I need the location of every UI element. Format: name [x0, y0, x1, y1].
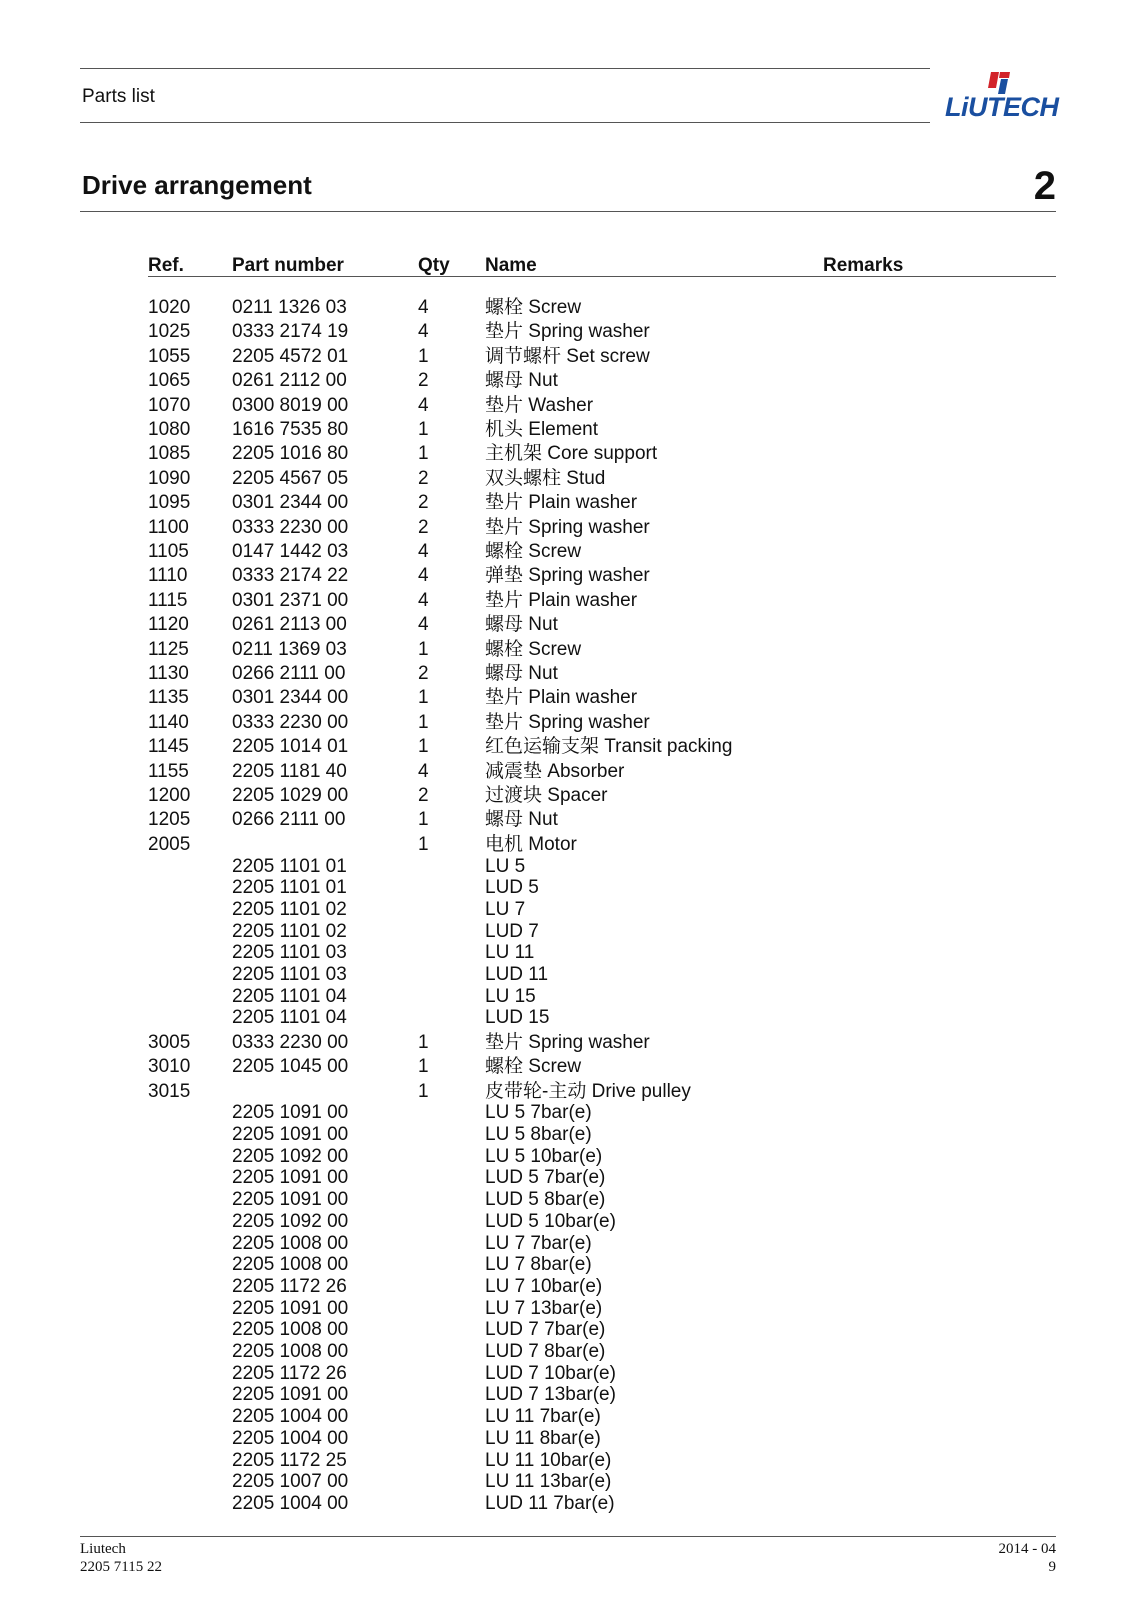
cell-name: LUD 7 10bar(e) [485, 1362, 616, 1384]
cell-part: 0333 2174 22 [232, 565, 349, 587]
cell-ref: 1135 [148, 687, 189, 709]
cell-qty: 4 [418, 297, 429, 318]
cell-part: 0301 2344 00 [232, 687, 349, 709]
cell-part: 2205 1091 00 [232, 1124, 349, 1145]
cell-name: LU 5 [485, 855, 526, 877]
cell-part: 0266 2111 00 [232, 663, 346, 684]
cell-name: LUD 5 [485, 877, 539, 899]
cell-part: 0301 2344 00 [232, 492, 349, 514]
cell-name: LUD 7 13bar(e) [485, 1384, 616, 1406]
cell-ref: 1125 [148, 638, 189, 660]
cell-part: 2205 4572 01 [232, 345, 349, 367]
cell-name: 螺栓 Screw [485, 541, 582, 562]
cell-part: 2205 1172 26 [232, 1275, 347, 1297]
cell-part: 0300 8019 00 [232, 394, 349, 416]
cell-qty: 1 [418, 1080, 429, 1102]
cell-name: 螺栓 Screw [485, 1056, 582, 1078]
cell-name: 垫片 Plain washer [485, 687, 638, 709]
cell-part: 2205 1091 00 [232, 1102, 349, 1124]
cell-name: 螺母 Nut [485, 614, 558, 636]
cell-part: 2205 1101 04 [232, 985, 347, 1007]
cell-qty: 2 [418, 785, 429, 806]
cell-ref: 3015 [148, 1080, 191, 1102]
cell-qty: 1 [418, 443, 429, 465]
cell-name: LUD 7 8bar(e) [485, 1341, 606, 1362]
cell-ref: 1155 [148, 760, 189, 782]
cell-qty: 4 [418, 565, 429, 587]
cell-ref: 1120 [148, 614, 189, 636]
cell-ref: 1105 [148, 541, 189, 562]
cell-ref: 2005 [148, 833, 191, 855]
cell-ref: 3010 [148, 1056, 191, 1078]
cell-ref: 1085 [148, 443, 191, 465]
cell-ref: 1205 [148, 809, 191, 831]
cell-part: 2205 1045 00 [232, 1056, 349, 1078]
cell-name: LUD 7 [485, 920, 539, 942]
cell-part: 2205 1091 00 [232, 1384, 349, 1406]
cell-name: LU 7 10bar(e) [485, 1275, 603, 1297]
cell-part: 2205 1101 03 [232, 942, 347, 964]
cell-name: LU 11 7bar(e) [485, 1406, 601, 1428]
cell-part: 2205 1101 03 [232, 964, 347, 985]
column-header-remarks: Remarks [823, 255, 904, 276]
cell-part: 2205 1007 00 [232, 1471, 349, 1493]
cell-part: 0333 2230 00 [232, 516, 349, 538]
footer-page-number: 9 [1048, 1559, 1056, 1575]
cell-name: LU 11 [485, 942, 535, 964]
cell-name: 垫片 Spring washer [485, 1031, 650, 1053]
cell-part: 2205 1004 00 [232, 1492, 349, 1514]
cell-name: LU 5 10bar(e) [485, 1145, 603, 1167]
column-header-name: Name [485, 255, 537, 276]
section-number: 2 [1033, 164, 1056, 208]
cell-ref: 1100 [148, 516, 189, 538]
cell-qty: 1 [418, 1056, 429, 1078]
cell-qty: 4 [418, 589, 429, 611]
cell-ref: 1025 [148, 321, 191, 343]
cell-qty: 4 [418, 394, 429, 416]
cell-name: 垫片 Washer [485, 394, 594, 416]
cell-name: 调节螺杆 Set screw [485, 345, 650, 367]
cell-part: 2205 1008 00 [232, 1232, 349, 1254]
cell-qty: 1 [418, 419, 429, 440]
cell-ref: 1080 [148, 419, 191, 440]
cell-ref: 3005 [148, 1031, 191, 1053]
cell-part: 2205 1004 00 [232, 1427, 349, 1449]
cell-name: LUD 11 [485, 964, 549, 985]
cell-part: 2205 1029 00 [232, 785, 349, 806]
cell-qty: 1 [418, 809, 429, 831]
cell-name: 垫片 Plain washer [485, 589, 638, 611]
cell-name: 螺母 Nut [485, 809, 558, 831]
cell-name: LUD 5 10bar(e) [485, 1210, 616, 1232]
cell-name: LU 7 7bar(e) [485, 1232, 592, 1254]
cell-ref: 1070 [148, 394, 191, 416]
section-title: Drive arrangement [82, 170, 312, 200]
column-header-ref: Ref. [148, 255, 184, 276]
cell-part: 0266 2111 00 [232, 809, 346, 831]
cell-part: 0333 2230 00 [232, 1031, 349, 1053]
document-type-label: Parts list [82, 86, 155, 107]
cell-name: 主机架 Core support [485, 443, 658, 465]
cell-name: 机头 Element [485, 419, 598, 440]
cell-part: 2205 1092 00 [232, 1210, 349, 1232]
column-header-part-number: Part number [232, 255, 344, 276]
cell-part: 2205 1101 01 [232, 855, 347, 877]
cell-qty: 4 [418, 541, 429, 562]
footer-doc-number: 2205 7115 22 [80, 1559, 162, 1575]
cell-part: 2205 4567 05 [232, 467, 349, 489]
cell-part: 2205 1091 00 [232, 1297, 349, 1319]
cell-ref: 1055 [148, 345, 191, 367]
cell-ref: 1200 [148, 785, 191, 806]
cell-part: 1616 7535 80 [232, 419, 349, 440]
cell-qty: 4 [418, 614, 429, 636]
cell-part: 2205 1008 00 [232, 1254, 349, 1276]
cell-part: 0333 2230 00 [232, 711, 349, 733]
cell-name: LU 11 10bar(e) [485, 1449, 612, 1471]
cell-qty: 1 [418, 687, 429, 709]
cell-ref: 1090 [148, 467, 191, 489]
cell-name: 电机 Motor [485, 833, 577, 855]
cell-part: 0333 2174 19 [232, 321, 349, 343]
cell-qty: 4 [418, 760, 429, 782]
cell-name: 垫片 Spring washer [485, 711, 650, 733]
cell-ref: 1140 [148, 711, 189, 733]
footer-rule [80, 1536, 1056, 1537]
cell-name: 减震垫 Absorber [485, 760, 625, 782]
cell-part: 2205 1091 00 [232, 1189, 349, 1211]
cell-name: 螺栓 Screw [485, 297, 582, 318]
cell-part: 2205 1016 80 [232, 443, 349, 465]
cell-name: 螺栓 Screw [485, 638, 582, 660]
cell-qty: 2 [418, 516, 429, 538]
cell-qty: 1 [418, 1031, 429, 1053]
cell-part: 2205 1101 02 [232, 920, 347, 942]
cell-qty: 1 [418, 638, 429, 660]
cell-ref: 1020 [148, 297, 191, 318]
cell-part: 2205 1101 04 [232, 1007, 347, 1029]
cell-name: LU 15 [485, 985, 536, 1007]
column-header-qty: Qty [418, 255, 450, 276]
footer-date: 2014 - 04 [998, 1541, 1056, 1557]
cell-ref: 1095 [148, 492, 191, 514]
cell-part: 2205 1181 40 [232, 760, 347, 782]
cell-qty: 1 [418, 736, 429, 758]
cell-name: LU 11 13bar(e) [485, 1471, 612, 1493]
cell-ref: 1130 [148, 663, 189, 684]
cell-name: 皮带轮-主动 Drive pulley [485, 1080, 691, 1102]
cell-name: LU 7 13bar(e) [485, 1297, 603, 1319]
cell-part: 2205 1172 25 [232, 1449, 347, 1471]
cell-qty: 1 [418, 833, 429, 855]
cell-name: LUD 5 8bar(e) [485, 1189, 606, 1211]
cell-name: LUD 11 7bar(e) [485, 1492, 615, 1514]
cell-name: LU 5 7bar(e) [485, 1102, 592, 1124]
cell-name: 垫片 Spring washer [485, 321, 650, 343]
cell-qty: 2 [418, 492, 429, 514]
cell-qty: 1 [418, 711, 429, 733]
cell-part: 2205 1008 00 [232, 1319, 349, 1341]
cell-part: 2205 1004 00 [232, 1406, 349, 1428]
cell-ref: 1110 [148, 565, 188, 587]
cell-part: 2205 1101 01 [232, 877, 347, 899]
cell-qty: 2 [418, 663, 429, 684]
cell-part: 2205 1092 00 [232, 1145, 349, 1167]
cell-part: 0301 2371 00 [232, 589, 349, 611]
cell-name: 红色运输支架 Transit packing [485, 736, 733, 758]
cell-part: 0261 2112 00 [232, 370, 347, 392]
cell-part: 0211 1326 03 [232, 297, 347, 318]
cell-name: 双头螺柱 Stud [485, 467, 606, 489]
cell-ref: 1145 [148, 736, 189, 758]
cell-part: 2205 1091 00 [232, 1167, 349, 1189]
cell-name: LU 7 8bar(e) [485, 1254, 592, 1276]
cell-ref: 1115 [148, 589, 188, 611]
cell-qty: 4 [418, 321, 429, 343]
cell-part: 2205 1008 00 [232, 1341, 349, 1362]
cell-name: 弹垫 Spring washer [485, 565, 650, 587]
cell-name: LU 5 8bar(e) [485, 1124, 592, 1145]
cell-name: LU 11 8bar(e) [485, 1427, 601, 1449]
cell-name: LUD 7 7bar(e) [485, 1319, 606, 1341]
cell-name: LUD 5 7bar(e) [485, 1167, 606, 1189]
cell-part: 0211 1369 03 [232, 638, 347, 660]
cell-part: 0261 2113 00 [232, 614, 347, 636]
footer-company: Liutech [80, 1541, 126, 1557]
cell-qty: 1 [418, 345, 429, 367]
cell-part: 2205 1014 01 [232, 736, 349, 758]
cell-name: 过渡块 Spacer [485, 785, 608, 806]
cell-name: 垫片 Plain washer [485, 492, 638, 514]
cell-qty: 2 [418, 467, 429, 489]
cell-part: 0147 1442 03 [232, 541, 349, 562]
cell-part: 2205 1101 02 [232, 898, 347, 920]
cell-ref: 1065 [148, 370, 191, 392]
cell-name: LU 7 [485, 898, 526, 920]
cell-part: 2205 1172 26 [232, 1362, 347, 1384]
logo-wordmark: LiUTECH [945, 92, 1059, 122]
cell-qty: 2 [418, 370, 429, 392]
cell-name: 垫片 Spring washer [485, 516, 650, 538]
cell-name: 螺母 Nut [485, 370, 558, 392]
cell-name: 螺母 Nut [485, 663, 558, 684]
cell-name: LUD 15 [485, 1007, 550, 1029]
